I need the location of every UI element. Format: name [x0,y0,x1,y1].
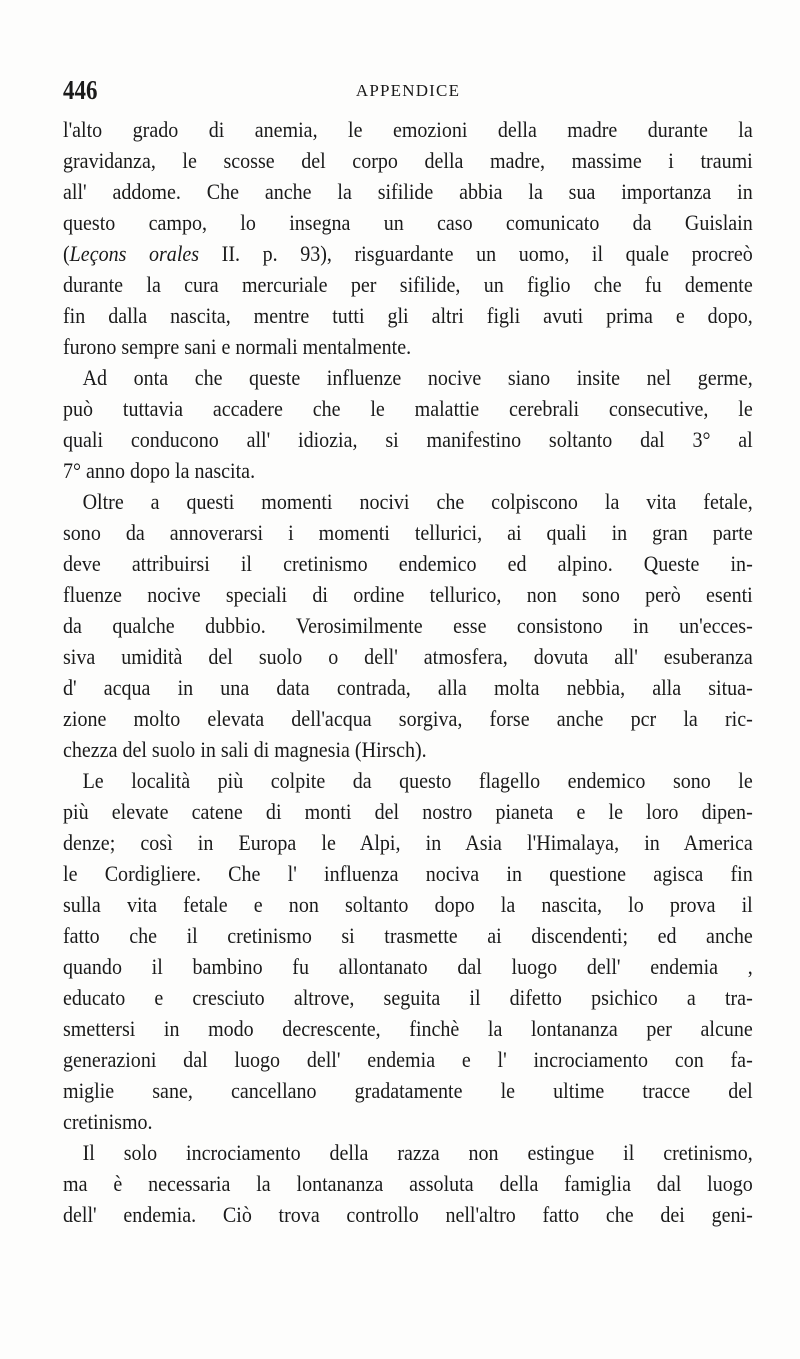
text-line: ma è necessaria la lontananza assoluta della famiglia dal luogo [63,1171,753,1196]
text-line-paragraph-end: furono sempre sani e normali mentalmente. [63,334,412,359]
text-line-paragraph-end: cretinismo. [63,1109,153,1134]
text-line: fin dalla nascita, mentre tutti gli altri figli avuti prima e dopo, [63,303,753,328]
text-line: più elevate catene di monti del nostro pianeta e le loro dipen- [63,799,753,824]
text-line-paragraph-start: Le località più colpite da questo flagello endemico sono le [82,768,753,793]
text-line: d' acqua in una data contrada, alla molta nebbia, alla situa- [63,675,753,700]
text-line: durante la cura mercuriale per sifilide, un figlio che fu demente [63,272,753,297]
text-line: denze; così in Europa le Alpi, in Asia l'Himalaya, in America [63,830,753,855]
text-line: zione molto elevata dell'acqua sorgiva, forse anche pcr la ric- [63,706,753,731]
page-number: 446 [63,75,98,105]
page-header [63,72,753,108]
text-line-paragraph-start: Il solo incrociamento della razza non estingue il cretinismo, [82,1140,753,1165]
text-line-paragraph-start: Oltre a questi momenti nocivi che colpiscono la vita fetale, [82,489,753,514]
text-line: educato e cresciuto altrove, seguita il difetto psichico a tra- [63,985,753,1010]
text-line-paragraph-end: 7° anno dopo la nascita. [63,458,256,483]
text-line: quando il bambino fu allontanato dal luogo dell' endemia , [63,954,753,979]
text-line-paragraph-start: Ad onta che queste influenze nocive siano insite nel germe, [82,365,753,390]
body-text [63,114,753,1230]
text-line: le Cordigliere. Che l' influenza nociva in questione agisca fin [63,861,753,886]
citation-title: Leçons orales [69,241,200,266]
text-line: questo campo, lo insegna un caso comunicato da Guislain [63,210,753,235]
text-line: generazioni dal luogo dell' endemia e l' incrociamento con fa- [63,1047,753,1072]
text-line: miglie sane, cancellano gradatamente le ultime tracce del [63,1078,753,1103]
text-line: deve attribuirsi il cretinismo endemico ed alpino. Queste in- [63,551,753,576]
text-line: sono da annoverarsi i momenti tellurici, ai quali in gran parte [63,520,753,545]
text-line: può tuttavia accadere che le malattie cerebrali consecutive, le [63,396,753,421]
text-line: dell' endemia. Ciò trova controllo nell'altro fatto che dei geni- [63,1202,753,1227]
text-line: l'alto grado di anemia, le emozioni della madre durante la [63,117,753,142]
text-line: da qualche dubbio. Verosimilmente esse consistono in un'ecces- [63,613,753,638]
text-line: all' addome. Che anche la sifilide abbia la sua importanza in [63,179,753,204]
text-line: smettersi in modo decrescente, finchè la lontananza per alcune [63,1016,753,1041]
text-line: sulla vita fetale e non soltanto dopo la nascita, lo prova il [63,892,753,917]
text-line-paragraph-end: chezza del suolo in sali di magnesia (Hirsch). [63,737,427,762]
text-line: gravidanza, le scosse del corpo della madre, massime i traumi [63,148,753,173]
text-line: fluenze nocive speciali di ordine tellurico, non sono però esenti [63,582,753,607]
text-line: fatto che il cretinismo si trasmette ai discendenti; ed anche [63,923,753,948]
text-line: siva umidità del suolo o dell' atmosfera, dovuta all' esuberanza [63,644,753,669]
text-line: quali conducono all' idiozia, si manifestino soltanto dal 3° al [63,427,753,452]
text-line-citation: (Leçons orales II. p. 93), risguardante un uomo, il quale procreò [63,241,753,266]
running-head: APPENDICE [355,81,461,100]
